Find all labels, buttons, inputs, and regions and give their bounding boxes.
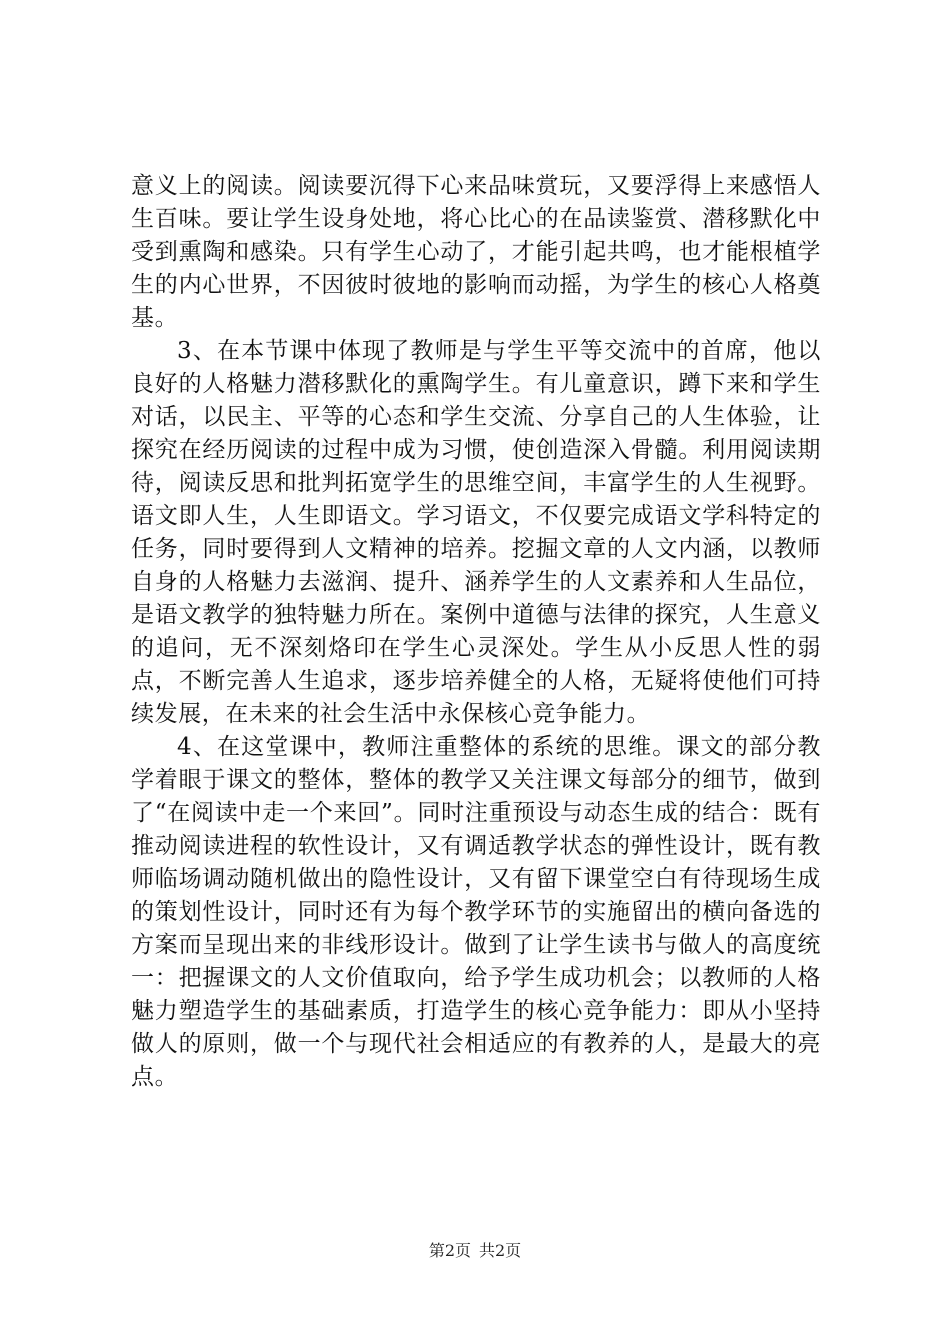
paragraph-point-4: 4、在这堂课中，教师注重整体的系统的思维。课文的部分教学着眼于课文的整体，整体的教学又关注课文每部分的细节，做到了“在阅读中走一个来回”。同时注重预设与动态生成的结合：既有推动阅读进程的软性设计，又有调适教学状态的弹性设计，既有教师临场调动随机做出的隐性设计，又有留下课堂空白有待现场生成的策划性设计，同时还有为每个教学环节的实施留出的横向备选的方案而呈现出来的非线形设计。做到了让学生读书与做人的高度统一：把握课文的人文价值取向，给予学生成功机会；以教师的人格魅力塑造学生的基础素质，打造学生的核心竞争能力：即从小坚持做人的原则，做一个与现代社会相适应的有教养的人，是最大的亮点。 <box>131 734 821 1090</box>
paragraph-point-3: 3、在本节课中体现了教师是与学生平等交流中的首席，他以良好的人格魅力潜移默化的熏陶学生。有儿童意识，蹲下来和学生对话，以民主、平等的心态和学生交流、分享自己的人生体验，让探究在经历阅读的过程中成为习惯，使创造深入骨髓。利用阅读期待，阅读反思和批判拓宽学生的思维空间，丰富学生的人生视野。语文即人生，人生即语文。学习语文，不仅要完成语文学科特定的任务，同时要得到人文精神的培养。挖掘文章的人文内涵，以教师自身的人格魅力去滋润、提升、涵养学生的人文素养和人生品位，是语文教学的独特魅力所在。案例中道德与法律的探究，人生意义的追问，无不深刻烙印在学生心灵深处。学生从小反思人性的弱点，不断完善人生追求，逐步培养健全的人格，无疑将使他们可持续发展，在未来的社会生活中永保核心竞争能力。 <box>131 338 821 727</box>
page-total: 共2页 <box>479 1241 522 1260</box>
page-number: 第2页 <box>428 1241 471 1260</box>
document-body <box>131 170 821 1094</box>
page-footer <box>0 1240 950 1262</box>
paragraph-continued: 意义上的阅读。阅读要沉得下心来品味赏玩，又要浮得上来感悟人生百味。要让学生设身处地，将心比心的在品读鉴赏、潜移默化中受到熏陶和感染。只有学生心动了，才能引起共鸣，也才能根植学生的内心世界，不因彼时彼地的影响而动摇，为学生的核心人格奠基。 <box>131 173 821 331</box>
